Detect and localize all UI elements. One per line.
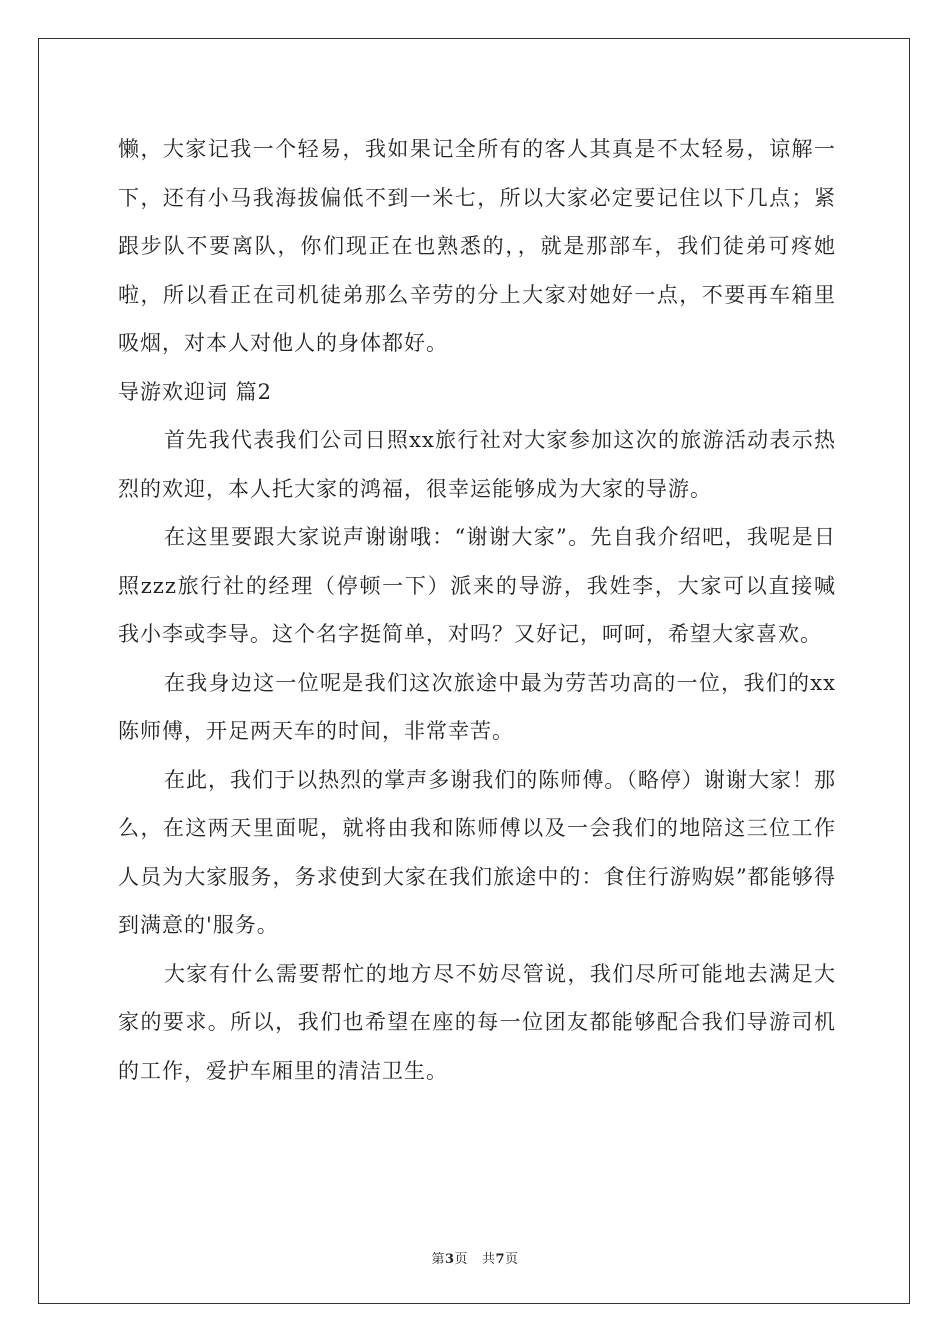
total-suffix: 页 [505,1252,519,1267]
total-prefix: 共 [481,1252,496,1267]
paragraph: 在这里要跟大家说声谢谢哦：“谢谢大家”。先自我介绍吧，我呢是日照zzz旅行社的经理（停顿一下）派来的导游，我姓李，大家可以直接喊我小李或李导。这个名字挺简单，对吗？又好记，呵呵，希望大家喜欢。 [118,525,836,646]
paragraph: 大家有什么需要帮忙的地方尽不妨尽管说，我们尽所可能地去满足大家的要求。所以，我们也希望在座的每一位团友都能够配合我们导游司机的工作，爱护车厢里的清洁卫生。 [118,961,836,1083]
paragraph: 在我身边这一位呢是我们这次旅途中最为劳苦功高的一位，我们的xx陈师傅，开足两天车的时间，非常幸苦。 [118,670,836,743]
paragraph-continued: 懒，大家记我一个轻易，我如果记全所有的客人其真是不太轻易，谅解一下，还有小马我海拔偏低不到一米七，所以大家必定要记住以下几点；紧跟步队不要离队，你们现正在也熟悉的，，就是那部车，我们徒弟可疼她啦，所以看正在司机徒弟那么辛劳的分上大家对她好一点，不要再车箱里吸烟，对本人对他人的身体都好。 [118,137,836,355]
page-number: 3 [444,1252,455,1267]
total-pages: 7 [495,1252,506,1267]
section-heading: 导游欢迎词 篇2 [118,379,273,404]
page-suffix: 页 [454,1252,469,1267]
paragraph: 在此，我们于以热烈的掌声多谢我们的陈师傅。（略停）谢谢大家！那么，在这两天里面呢，就将由我和陈师傅以及一会我们的地陪这三位工作人员为大家服务，务求使到大家在我们旅途中的：食住行游购娱”都能够得到满意的'服务。 [118,767,836,937]
document-body [118,125,836,1095]
page-prefix: 第 [431,1252,445,1267]
page-footer [0,1248,950,1267]
paragraph: 首先我代表我们公司日照xx旅行社对大家参加这次的旅游活动表示热烈的欢迎，本人托大家的鸿福，很幸运能够成为大家的导游。 [118,428,836,501]
